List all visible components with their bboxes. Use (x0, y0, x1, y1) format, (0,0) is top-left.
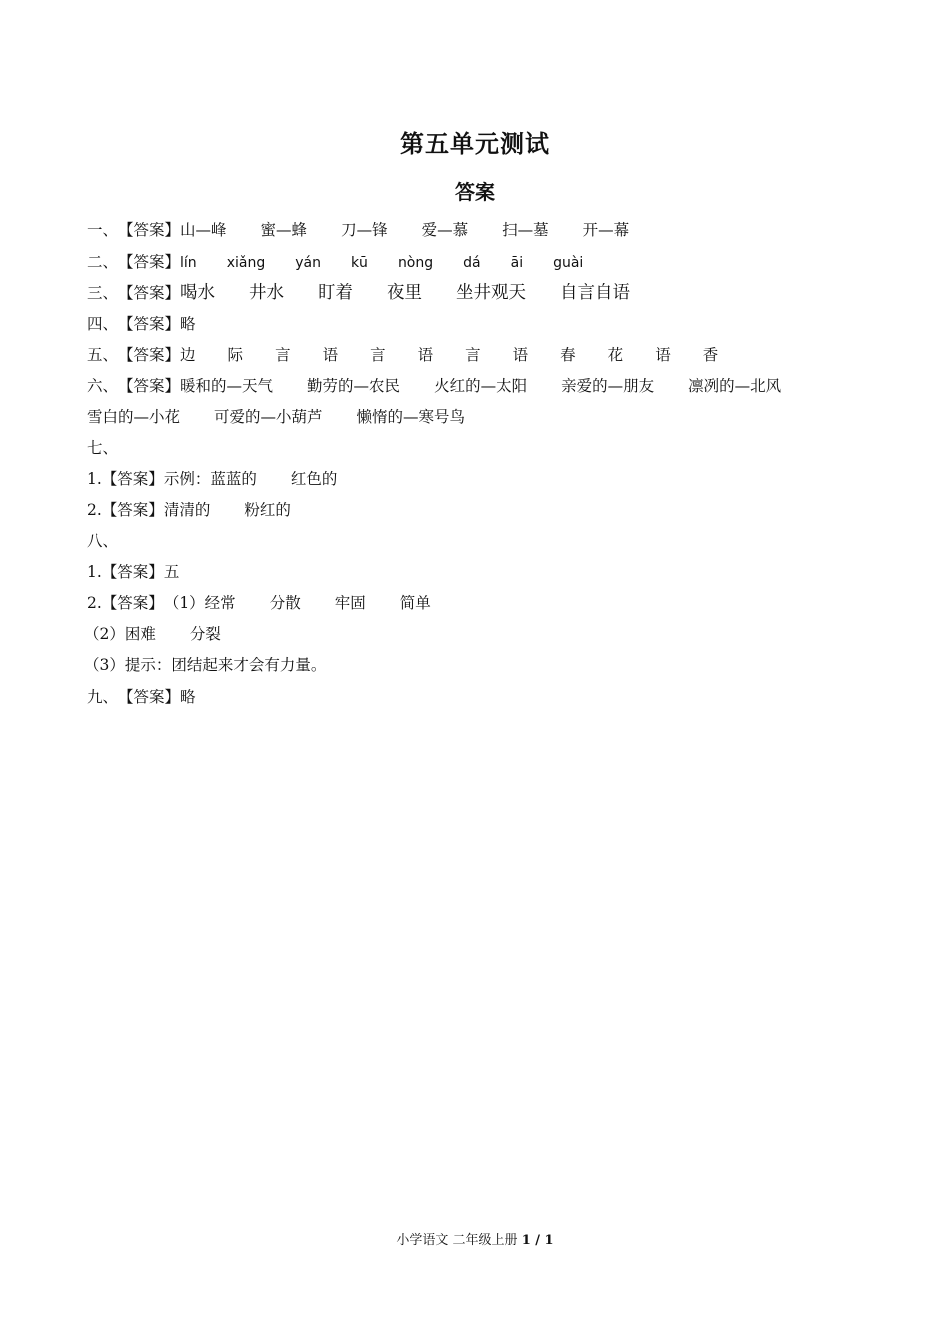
answer-7-1 (87, 469, 371, 489)
question-number: 八、 (87, 532, 119, 550)
answer-text: 五 (163, 563, 180, 581)
answer-8-2-part-3 (84, 655, 326, 675)
answer-item: lín (180, 255, 197, 271)
sub-number: 2. (87, 501, 102, 519)
sub-number: 1. (87, 470, 102, 488)
answer-item: 勤劳的—农民 (307, 377, 401, 395)
answer-item: 喝水 (180, 283, 216, 303)
question-number: 三、 (87, 284, 119, 302)
answer-item: （1）经常 (163, 594, 236, 612)
answer-item: 简单 (399, 594, 431, 612)
answer-tag: 【答案】 (118, 346, 181, 364)
answer-6 (87, 376, 815, 396)
answer-tag: 【答案】 (101, 594, 164, 612)
answer-tag: 【答案】 (118, 284, 181, 302)
answer-7 (87, 438, 118, 458)
question-number: 九、 (87, 688, 119, 706)
answer-8-2 (87, 593, 465, 613)
sub-number: 1. (87, 563, 102, 581)
answer-item: 牢固 (334, 594, 366, 612)
answer-item: 示例：蓝蓝的 (163, 470, 257, 488)
page-footer (0, 1229, 950, 1248)
page-number: 1 / 1 (521, 1233, 554, 1248)
answer-tag: 【答案】 (118, 377, 181, 395)
answer-item: 分散 (269, 594, 301, 612)
answer-item: 可爱的—小葫芦 (214, 408, 323, 426)
answer-text: （3）提示：团结起来才会有力量。 (84, 656, 327, 674)
answer-item: 言 (370, 346, 386, 364)
answer-item: 开—幕 (582, 221, 630, 239)
answer-9 (87, 687, 196, 707)
answer-item: 亲爱的—朋友 (561, 377, 655, 395)
answer-1 (87, 220, 663, 240)
answer-item: 盯着 (318, 283, 354, 303)
answer-item: kū (350, 255, 368, 271)
answer-tag: 【答案】 (118, 221, 181, 239)
answer-text: 略 (180, 688, 196, 706)
answer-item: 分裂 (189, 625, 221, 643)
page-title: 第五单元测试 (400, 130, 550, 158)
answer-item: guài (553, 255, 584, 271)
answer-5 (87, 345, 750, 365)
answer-item: 刀—锋 (341, 221, 388, 239)
question-number: 一、 (87, 221, 119, 239)
footer-text: 小学语文 二年级上册 (396, 1233, 518, 1248)
answer-item: 际 (227, 346, 244, 364)
answer-tag: 【答案】 (101, 470, 164, 488)
answer-item: 爱—慕 (421, 221, 469, 239)
answer-item: 蜜—蜂 (260, 221, 308, 239)
answer-item: 夜里 (387, 283, 423, 303)
answer-item: 自言自语 (560, 283, 631, 303)
answer-item: 香 (702, 346, 719, 364)
answer-2 (87, 252, 613, 273)
answer-tag: 【答案】 (101, 501, 164, 519)
answer-item: 雪白的—小花 (87, 408, 181, 426)
answer-item: 粉红的 (244, 501, 291, 519)
answer-item: xiǎng (226, 255, 266, 271)
answer-item: 坐井观天 (456, 283, 527, 303)
answer-item: （2）困难 (84, 625, 156, 643)
answer-item: 凛冽的—北风 (688, 377, 782, 395)
sub-number: 2. (87, 594, 102, 612)
answer-item: 懒惰的—寒号鸟 (356, 408, 466, 426)
answer-text: 略 (180, 315, 196, 333)
answer-item: 花 (607, 346, 624, 364)
answer-8-2-part-2 (84, 624, 255, 644)
answer-7-2 (87, 500, 325, 520)
answer-4 (87, 314, 196, 334)
question-number: 二、 (87, 253, 119, 271)
answer-8-1 (87, 562, 179, 582)
answer-item: yán (295, 255, 321, 271)
question-number: 四、 (87, 315, 119, 333)
answer-3 (87, 283, 664, 303)
answer-item: 语 (655, 346, 671, 364)
answer-item: 井水 (249, 283, 285, 303)
answer-item: nòng (397, 255, 434, 271)
answer-item: 边 (180, 346, 196, 364)
answer-tag: 【答案】 (118, 688, 181, 706)
answer-tag: 【答案】 (118, 253, 181, 271)
answer-item: āi (510, 255, 524, 271)
answer-item: 火红的—太阳 (434, 377, 528, 395)
answer-item: 扫—墓 (502, 221, 549, 239)
answer-item: 山—峰 (180, 221, 227, 239)
answer-item: 清清的 (163, 501, 211, 519)
answer-item: dá (463, 255, 481, 271)
answer-8 (87, 531, 118, 551)
answer-item: 言 (465, 346, 481, 364)
answer-6-continued (87, 407, 499, 427)
answer-item: 语 (417, 346, 434, 364)
page-subtitle: 答案 (455, 180, 495, 204)
question-number: 七、 (87, 439, 119, 457)
answer-item: 暖和的—天气 (180, 377, 274, 395)
answer-item: 语 (512, 346, 529, 364)
question-number: 六、 (87, 377, 119, 395)
answer-tag: 【答案】 (118, 315, 181, 333)
answer-item: 红色的 (290, 470, 338, 488)
answer-item: 春 (560, 346, 576, 364)
answer-tag: 【答案】 (101, 563, 164, 581)
question-number: 五、 (87, 346, 119, 364)
answer-item: 言 (275, 346, 291, 364)
answer-item: 语 (322, 346, 339, 364)
